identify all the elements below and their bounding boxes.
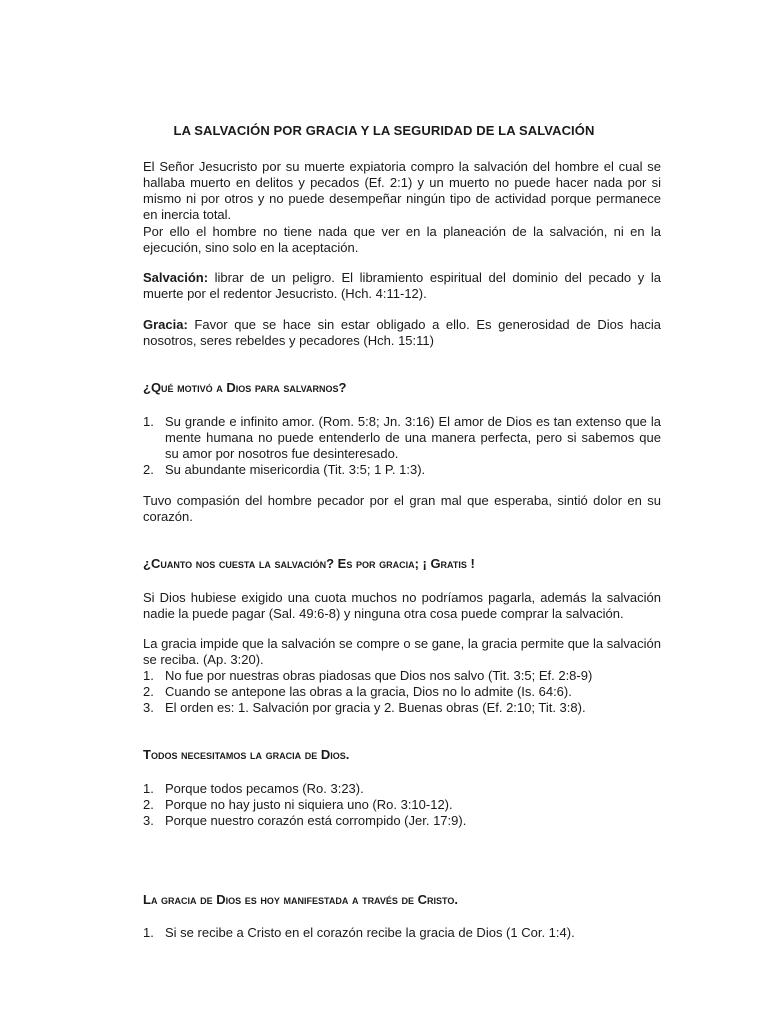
list-text: Porque todos pecamos (Ro. 3:23).: [165, 781, 364, 796]
list-text: Cuando se antepone las obras a la gracia, Dios no lo admite (Is. 64:6).: [165, 684, 572, 699]
motivation-list: [143, 414, 661, 478]
list-number: 3.: [143, 813, 154, 828]
list-number: 1.: [143, 781, 154, 796]
grace-paragraph: La gracia impide que la salvación se compre o se gane, la gracia permite que la salvación se reciba. (Ap. 3:20).: [143, 636, 661, 667]
list-text: Si se recibe a Cristo en el corazón recibe la gracia de Dios (1 Cor. 1:4).: [165, 925, 575, 940]
list-text: Porque nuestro corazón está corrompido (Jer. 17:9).: [165, 813, 467, 828]
need-list: [143, 781, 661, 829]
list-number: 1.: [143, 925, 154, 940]
list-number: 3.: [143, 700, 154, 715]
list-item: [143, 813, 661, 829]
list-item: [143, 781, 661, 797]
list-number: 1.: [143, 668, 154, 683]
grace-list: [143, 668, 661, 716]
intro-paragraph: El Señor Jesucristo por su muerte expiatoria compro la salvación del hombre el cual se hallaba muerto en delitos y pecados (Ef. 2:1) y un muerto no puede hacer nada por si mismo ni por otros y no puede desempeñar ningún tipo de actividad porque permanece en inercia total.: [143, 159, 661, 222]
salvacion-text: librar de un peligro. El libramiento espiritual del dominio del pecado y la muerte por el redentor Jesucristo. (Hch. 4:11-12).: [143, 270, 661, 301]
list-text: Porque no hay justo ni siquiera uno (Ro. 3:10-12).: [165, 797, 453, 812]
list-number: 2.: [143, 462, 154, 477]
list-number: 1.: [143, 414, 154, 429]
planning-paragraph: Por ello el hombre no tiene nada que ver en la planeación de la salvación, ni en la ejecución, sino solo en la aceptación.: [143, 224, 661, 255]
document-title: LA SALVACIÓN POR GRACIA Y LA SEGURIDAD DE LA SALVACIÓN: [173, 123, 595, 138]
list-text: El orden es: 1. Salvación por gracia y 2. Buenas obras (Ef. 2:10; Tit. 3:8).: [165, 700, 586, 715]
salvacion-definition: [143, 270, 661, 302]
list-item: [143, 684, 661, 700]
compassion-paragraph: Tuvo compasión del hombre pecador por el gran mal que esperaba, sintió dolor en su corazón.: [143, 493, 661, 524]
gracia-text: Favor que se hace sin estar obligado a ello. Es generosidad de Dios hacia nosotros, seres rebeldes y pecadores (Hch. 15:11): [143, 317, 661, 348]
section-heading-need: Todos necesitamos la gracia de Dios.: [143, 747, 350, 762]
list-item: [143, 925, 661, 941]
list-text: Su abundante misericordia (Tit. 3:5; 1 P. 1:3).: [165, 462, 426, 477]
list-item: [143, 700, 661, 716]
gracia-definition: [143, 317, 661, 349]
cost-paragraph: Si Dios hubiese exigido una cuota muchos no podríamos pagarla, además la salvación nadie la puede pagar (Sal. 49:6-8) y ninguna otra cosa puede comprar la salvación.: [143, 590, 661, 621]
list-text: No fue por nuestras obras piadosas que Dios nos salvo (Tit. 3:5; Ef. 2:8-9): [165, 668, 593, 683]
list-number: 2.: [143, 797, 154, 812]
list-number: 2.: [143, 684, 154, 699]
list-item: [143, 414, 661, 462]
section-heading-cost: ¿Cuanto nos cuesta la salvación? Es por gracia; ¡ Gratis !: [143, 556, 475, 571]
gracia-term: Gracia:: [143, 317, 188, 332]
list-item: [143, 797, 661, 813]
salvacion-term: Salvación:: [143, 270, 209, 285]
list-text: Su grande e infinito amor. (Rom. 5:8; Jn. 3:16) El amor de Dios es tan extenso que la mente humana no puede entenderlo de una manera perfecta, pero si sabemos que su amor por nosotros fue desinteresado.: [165, 414, 661, 461]
list-item: [143, 462, 661, 478]
list-item: [143, 668, 661, 684]
section-heading-motivation: ¿Qué motivó a Dios para salvarnos?: [143, 380, 347, 395]
section-heading-manifest: La gracia de Dios es hoy manifestada a través de Cristo.: [143, 892, 458, 907]
manifest-list: [143, 925, 661, 941]
